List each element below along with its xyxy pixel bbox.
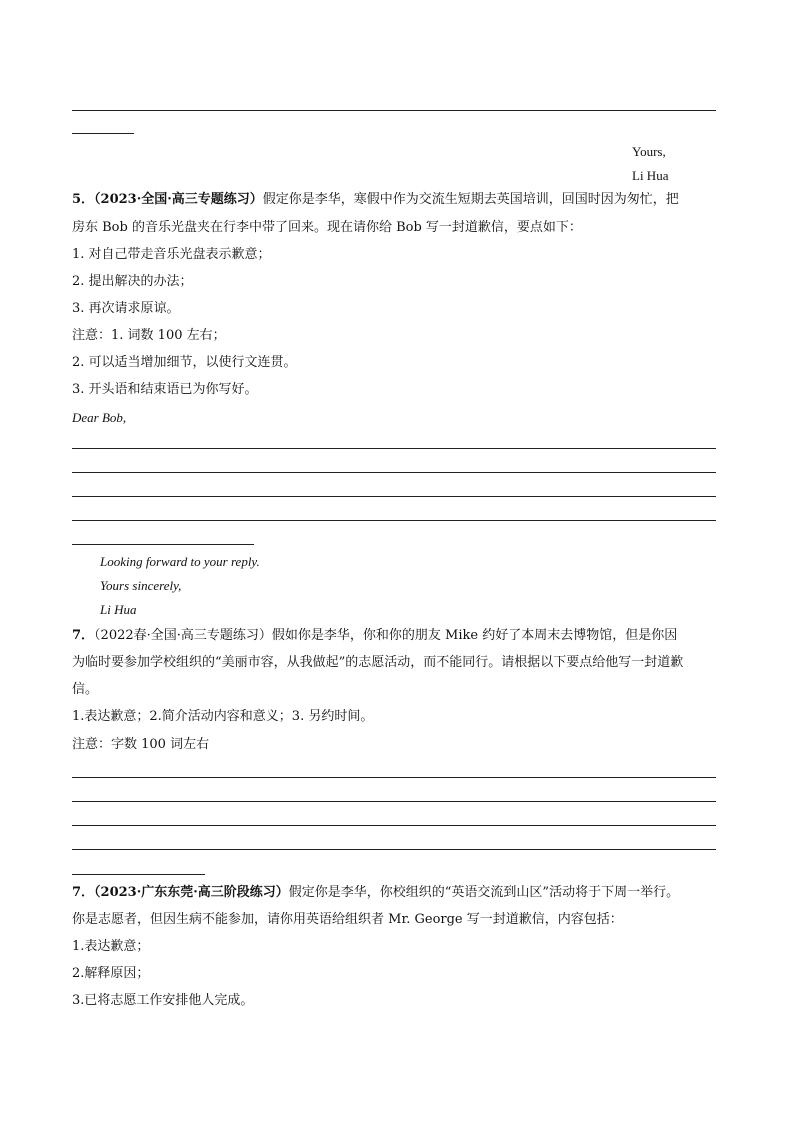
signature-text: Li Hua bbox=[632, 168, 669, 183]
point-2: 2.解释原因； bbox=[72, 966, 150, 981]
note-3: 3. 开头语和结束语已为你写好。 bbox=[72, 382, 258, 397]
question-7a-line-3: 信。 bbox=[72, 682, 99, 697]
question-5-line-1 bbox=[72, 191, 679, 209]
point-3: 3.已将志愿工作安排他人完成。 bbox=[72, 993, 254, 1008]
question-5-line-2: 房东 Bob 的音乐光盘夹在行李中带了回来。现在请你给 Bob 写一封道歉信，要点如下： bbox=[72, 220, 582, 235]
question-text: 假定你是李华，寒假中作为交流生短期去英国培训，回国时因为匆忙，把 bbox=[262, 192, 679, 207]
answer-line-short bbox=[72, 133, 134, 134]
question-7b-line-1 bbox=[72, 884, 679, 902]
question-number: 7． bbox=[72, 885, 95, 900]
note-1: 注意：1. 词数 100 左右； bbox=[72, 328, 226, 343]
answer-line bbox=[72, 777, 716, 778]
question-source: （2023·广东东莞·高三阶段练习） bbox=[94, 885, 289, 900]
question-text: 假定你是李华，你校组织的“英语交流到山区”活动将于下周一举行。 bbox=[288, 885, 680, 900]
signature-line: Li Hua bbox=[100, 602, 137, 617]
closing-text: Yours, bbox=[632, 144, 666, 159]
answer-line bbox=[72, 472, 716, 473]
point-1: 1.表达歉意； bbox=[72, 939, 150, 954]
point-2: 2. 提出解决的办法； bbox=[72, 274, 193, 289]
salutation: Dear Bob, bbox=[72, 410, 127, 425]
answer-line bbox=[72, 801, 716, 802]
closing-line: Looking forward to your reply. bbox=[100, 554, 260, 569]
question-7a-line-2: 为临时要参加学校组织的“美丽市容，从我做起”的志愿活动，而不能同行。请根据以下要点给他写一封道歉 bbox=[72, 655, 684, 670]
answer-line-short bbox=[72, 874, 205, 875]
point-1: 1. 对自己带走音乐光盘表示歉意； bbox=[72, 247, 271, 262]
note-2: 2. 可以适当增加细节，以使行文连贯。 bbox=[72, 355, 297, 370]
question-7a-note: 注意：字数 100 词左右 bbox=[72, 737, 210, 752]
question-7a-points: 1.表达歉意；2.简介活动内容和意义；3. 另约时间。 bbox=[72, 709, 374, 724]
question-source: （2023·全国·高三专题练习） bbox=[94, 192, 263, 207]
question-number: 5． bbox=[72, 192, 95, 207]
answer-line bbox=[72, 496, 716, 497]
point-3: 3. 再次请求原谅。 bbox=[72, 301, 180, 316]
question-7a-line-1 bbox=[72, 627, 677, 645]
question-number: 7． bbox=[72, 628, 95, 643]
answer-line bbox=[72, 110, 716, 111]
question-7b-line-2: 你是志愿者，但因生病不能参加，请你用英语给组织者 Mr. George 写一封道歉信，内容包括： bbox=[72, 912, 623, 927]
question-text: 假如你是李华，你和你的朋友 Mike 约好了本周末去博物馆，但是你因 bbox=[271, 628, 678, 643]
answer-line-short bbox=[72, 544, 254, 545]
answer-line bbox=[72, 448, 716, 449]
answer-line bbox=[72, 825, 716, 826]
closing-line: Yours sincerely, bbox=[100, 578, 182, 593]
answer-line bbox=[72, 849, 716, 850]
answer-line bbox=[72, 520, 716, 521]
question-source: （2022春·全国·高三专题练习） bbox=[94, 628, 272, 643]
